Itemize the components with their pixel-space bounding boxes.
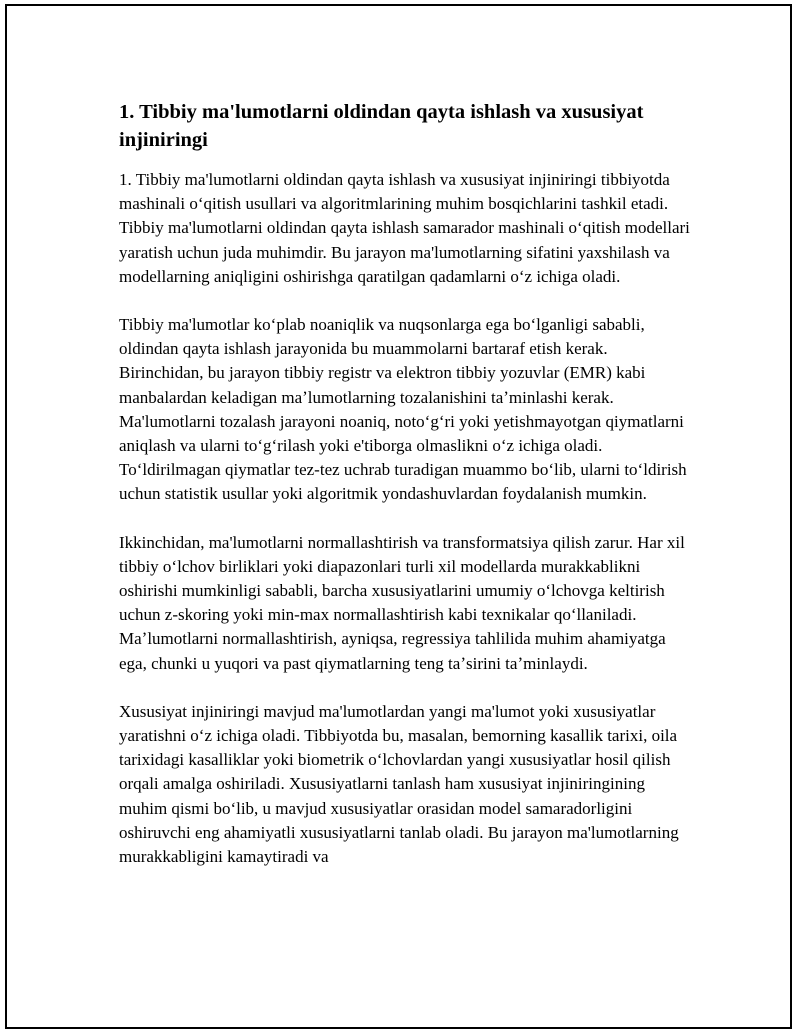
paragraph-1: 1. Tibbiy ma'lumotlarni oldindan qayta ishlash va xususiyat injiniringi tibbiyotda mashinali oʻqitish usullari va algoritmlarining muhim bosqichlarini tashkil etadi. Tibbiy ma'lumotlarni oldindan qayta ishlash samarador mashinali oʻqitish modellari yaratish uchun juda muhimdir. Bu jarayon ma'lumotlarning sifatini yaxshilash va modellarning aniqligini oshirishga qaratilgan qadamlarni oʻz ichiga oladi. [119,170,690,286]
paragraph-2: Tibbiy ma'lumotlar koʻplab noaniqlik va nuqsonlarga ega boʻlganligi sababli, oldindan qayta ishlash jarayonida bu muammolarni bartaraf etish kerak. Birinchidan, bu jarayon tibbiy registr va elektron tibbiy yozuvlar (EMR) kabi manbalardan keladigan maʼlumotlarning tozalanishini taʼminlashi kerak. Ma'lumotlarni tozalash jarayoni noaniq, notoʻgʻri yoki yetishmayotgan qiymatlarni aniqlash va ularni toʻgʻrilash yoki e'tiborga olmaslikni oʻz ichiga oladi. Toʻldirilmagan qiymatlar tez-tez uchrab turadigan muammo boʻlib, ularni toʻldirish uchun statistik usullar yoki algoritmik yondashuvlardan foydalanish mumkin. [119,315,687,504]
document-body [119,98,694,869]
paragraph-4: Xususiyat injiniringi mavjud ma'lumotlardan yangi ma'lumot yoki xususiyatlar yaratishni oʻz ichiga oladi. Tibbiyotda bu, masalan, bemorning kasallik tarixi, oila tarixidagi kasalliklar yoki biometrik oʻlchovlardan yangi xususiyatlar hosil qilish orqali amalga oshiriladi. Xususiyatlarni tanlash ham xususiyat injiniringining muhim qismi boʻlib, u mavjud xususiyatlar orasidan model samaradorligini oshiruvchi eng ahamiyatli xususiyatlarni tanlab oladi. Bu jarayon ma'lumotlarning murakkabligini kamaytiradi va [119,701,679,867]
section-heading: 1. Tibbiy ma'lumotlarni oldindan qayta ishlash va xususiyat injiniringi [119,101,644,151]
paragraph-3: Ikkinchidan, ma'lumotlarni normallashtirish va transformatsiya qilish zarur. Har xil tibbiy oʻlchov birliklari yoki diapazonlari turli xil modellarda murakkablikni oshirishi mumkinligi sababli, barcha xususiyatlarini umumiy oʻlchovga keltirish uchun z-skoring yoki min-max normallashtirish kabi texnikalar qoʻllaniladi. Maʼlumotlarni normallashtirish, ayniqsa, regressiya tahlilida muhim ahamiyatga ega, chunki u yuqori va past qiymatlarning teng taʼsirini taʼminlaydi. [119,532,685,673]
page-frame [5,4,792,1029]
